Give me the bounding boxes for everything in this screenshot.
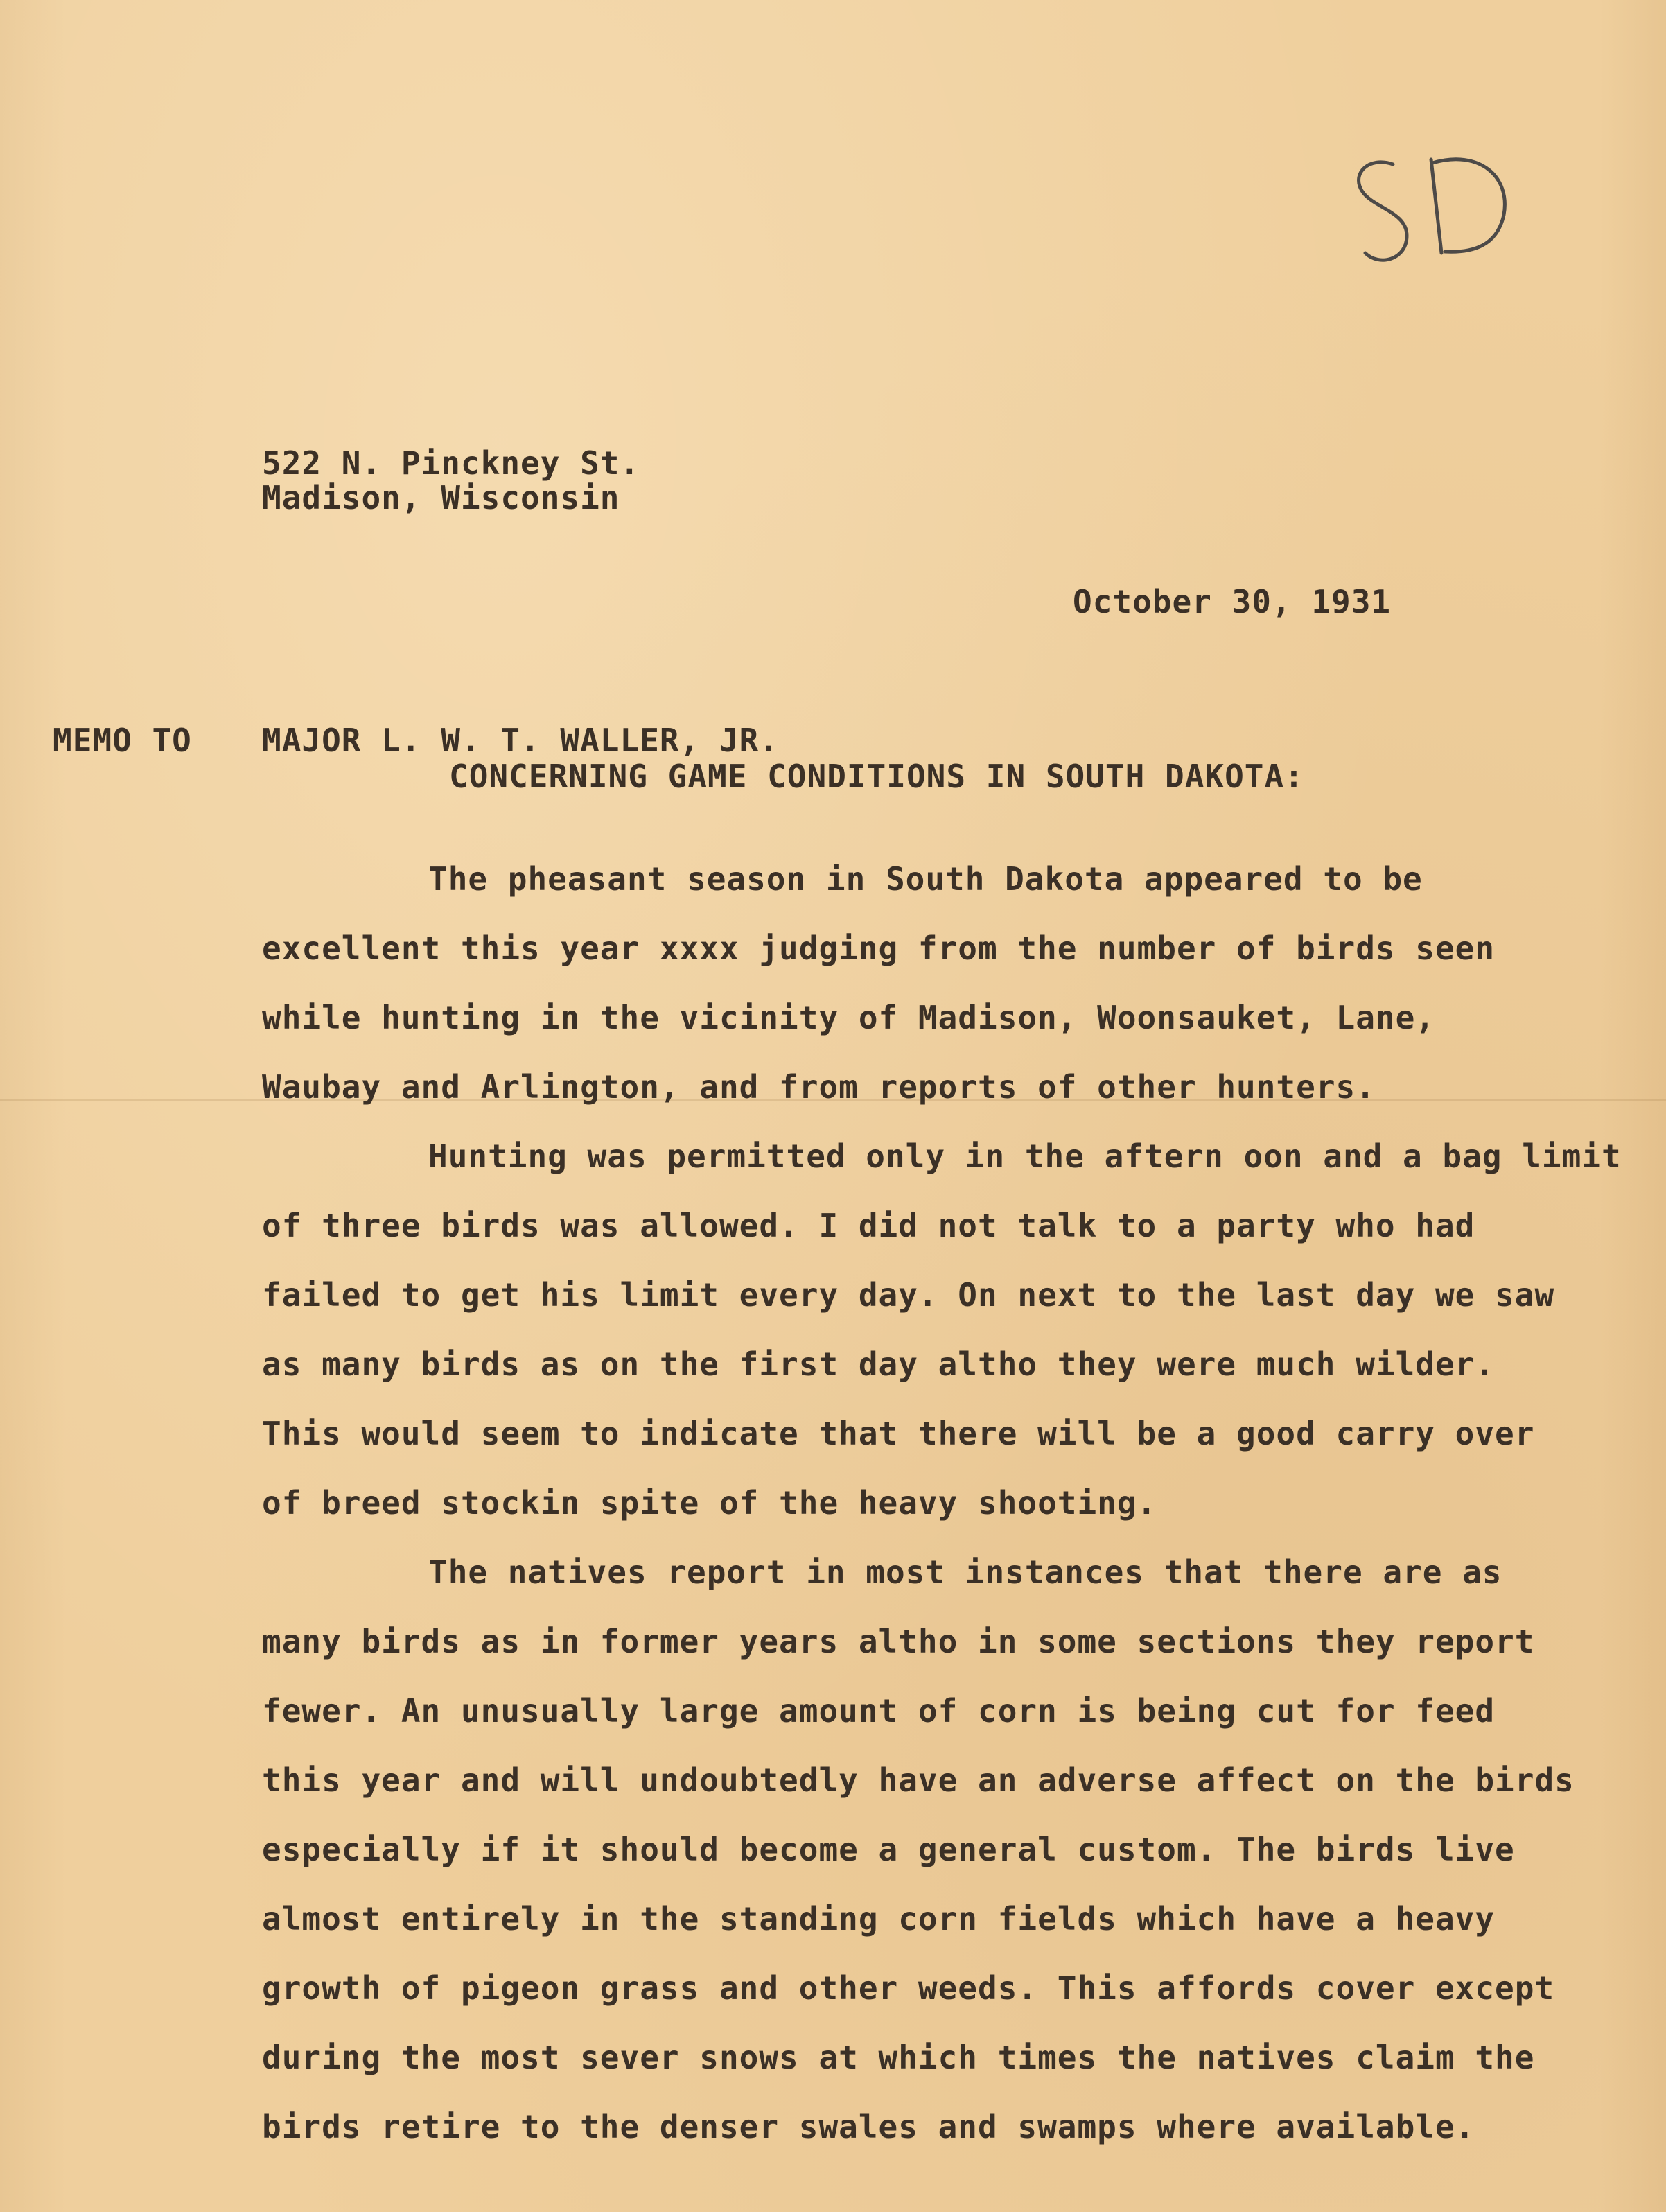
memo-recipient: MAJOR L. W. T. WALLER, JR. [262, 722, 780, 759]
body-line: especially if it should become a general custom. The birds live [262, 1831, 1515, 1868]
body-line: Waubay and Arlington, and from reports of other hunters. [262, 1068, 1376, 1106]
body-line: The natives report in most instances that there are as [428, 1553, 1502, 1591]
body-line: failed to get his limit every day. On next to the last day we saw [262, 1276, 1555, 1314]
memo-label: MEMO TO [53, 722, 192, 759]
body-line: as many birds as on the first day altho they were much wilder. [262, 1346, 1496, 1383]
body-line: during the most sever snows at which times the natives claim the [262, 2039, 1535, 2076]
body-line: this year and will undoubtedly have an adverse affect on the birds [262, 1761, 1575, 1799]
body-line: of breed stockin spite of the heavy shooting. [262, 1484, 1157, 1522]
memo-subject: CONCERNING GAME CONDITIONS IN SOUTH DAKOTA: [449, 758, 1304, 795]
body-line: almost entirely in the standing corn fields which have a heavy [262, 1900, 1496, 1937]
body-line: excellent this year xxxx judging from the number of birds seen [262, 930, 1496, 967]
body-line: growth of pigeon grass and other weeds. This affords cover except [262, 1969, 1555, 2007]
sender-street: 522 N. Pinckney St. [262, 444, 640, 482]
body-line: fewer. An unusually large amount of corn is being cut for feed [262, 1692, 1496, 1730]
body-line: many birds as in former years altho in some sections they report [262, 1623, 1535, 1660]
body-line: This would seem to indicate that there will be a good carry over [262, 1415, 1535, 1452]
handwritten-annotation-sd [1341, 149, 1521, 274]
body-line: of three birds was allowed. I did not talk to a party who had [262, 1207, 1475, 1244]
body-line: The pheasant season in South Dakota appeared to be [428, 860, 1423, 898]
letter-date: October 30, 1931 [1073, 583, 1392, 620]
sender-city: Madison, Wisconsin [262, 479, 620, 516]
body-line: Hunting was permitted only in the aftern oon and a bag limit [428, 1138, 1622, 1175]
body-line: birds retire to the denser swales and swamps where available. [262, 2108, 1475, 2145]
body-line: while hunting in the vicinity of Madison, Woonsauket, Lane, [262, 999, 1435, 1036]
